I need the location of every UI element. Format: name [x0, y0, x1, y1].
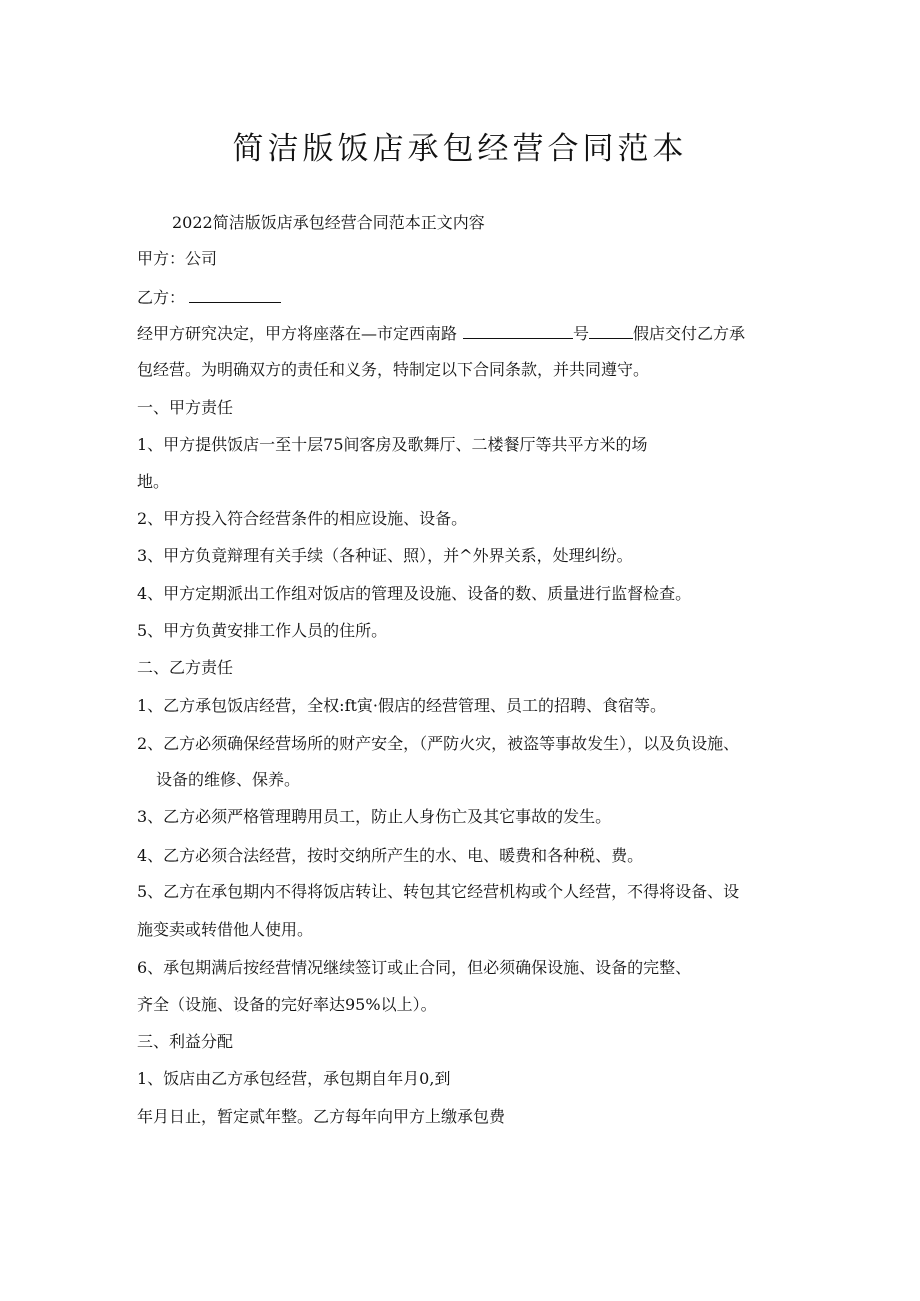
clause-c1-line-2: 年月日止，暂定贰年整。乙方每年向甲方上缴承包费	[137, 1107, 506, 1126]
intro-text-3: 假店交付乙方承	[633, 324, 746, 343]
intro-text-2: 号	[573, 324, 590, 343]
clause-a1-line-1: 1、甲方提供饭店一至十层75间客房及歌舞厅、二楼餐厅等共平方米的场	[137, 435, 648, 454]
clause-a5: 5、甲方负黄安排工作人员的住所。	[137, 621, 388, 640]
number-blank	[589, 322, 633, 339]
clause-c1-line-1: 1、饭店由乙方承包经营，承包期自年月0,到	[137, 1069, 451, 1088]
intro-line-1	[137, 322, 745, 345]
intro-text-1: 经甲方研究决定，甲方将座落在—市定西南路	[137, 324, 458, 343]
clause-a2: 2、甲方投入符合经营条件的相应设施、设备。	[137, 509, 468, 528]
address-blank	[463, 322, 573, 339]
section-3-heading: 三、利益分配	[137, 1032, 234, 1051]
clause-b5-line-1: 5、乙方在承包期内不得将饭店转让、转包其它经营机构或个人经营，不得将设备、设	[137, 882, 740, 901]
clause-b2-line-2: 设备的维修、保养。	[156, 770, 301, 789]
clause-b6-line-2: 齐全（设施、设备的完好率达95%以上）。	[137, 995, 437, 1014]
clause-b4: 4、乙方必须合法经营，按时交纳所产生的水、电、暖费和各种税、费。	[137, 846, 644, 865]
clause-b3: 3、乙方必须严格管理聘用员工，防止人身伤亡及其它事故的发生。	[137, 807, 612, 826]
document-title: 简洁版饭店承包经营合同范本	[232, 131, 688, 167]
clause-b2-line-1: 2、乙方必须确保经营场所的财产安全，（严防火灾，被盗等事故发生），以及负设施、	[137, 734, 740, 753]
document-subtitle: 2022简洁版饭店承包经营合同范本正文内容	[172, 213, 485, 232]
section-2-heading: 二、乙方责任	[137, 658, 234, 677]
clause-b1: 1、乙方承包饭店经营，全权:ft寅·假店的经营管理、员工的招聘、食宿等。	[137, 696, 667, 715]
party-a-value: 公司	[185, 249, 218, 268]
party-b-line	[137, 286, 281, 309]
clause-a1-line-2: 地。	[137, 472, 170, 491]
party-a-label: 甲方：	[137, 249, 186, 268]
section-1-heading: 一、甲方责任	[137, 398, 234, 417]
party-a-line	[137, 248, 217, 270]
party-b-blank	[189, 286, 281, 303]
clause-b5-line-2: 施变卖或转借他人使用。	[137, 920, 314, 939]
clause-b6-line-1: 6、承包期满后按经营情况继续签订或止合同，但必须确保设施、设备的完整、	[137, 958, 692, 977]
intro-line-2: 包经营。为明确双方的责任和义务，特制定以下合同条款，并共同遵守。	[137, 360, 650, 379]
clause-a4: 4、甲方定期派出工作组对饭店的管理及设施、设备的数、质量进行监督检查。	[137, 584, 692, 603]
clause-a3: 3、甲方负竟辩理有关手续（各种证、照），并^外界关系，处理纠纷。	[137, 546, 633, 565]
party-b-label: 乙方：	[137, 288, 186, 307]
